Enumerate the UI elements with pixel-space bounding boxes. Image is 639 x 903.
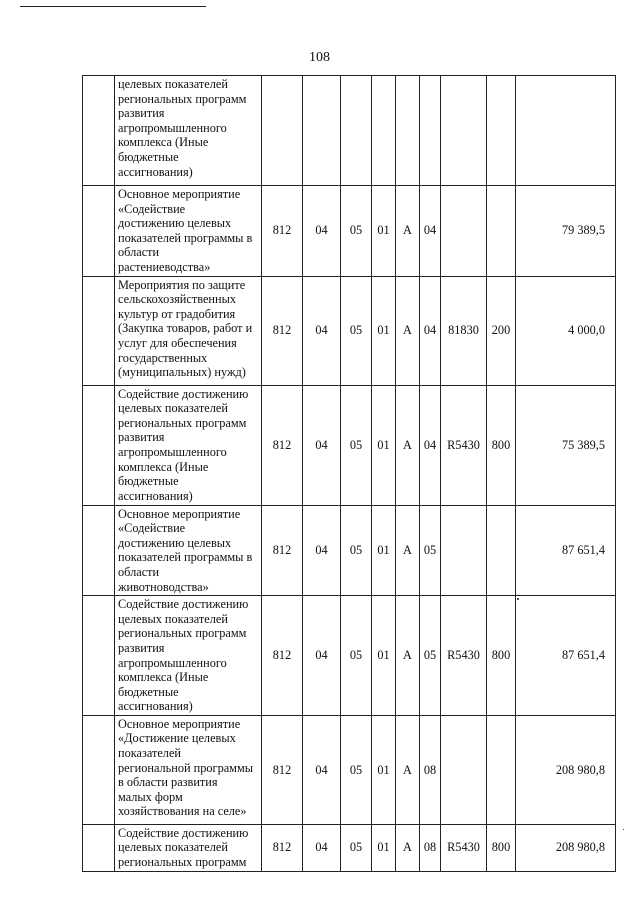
blank-cell [83,505,115,596]
section-code-cell: 04 [303,186,341,277]
subsection-code-cell: 05 [341,596,372,716]
admin-code-cell [262,76,303,186]
table-body [83,76,616,872]
amount-cell: 208 980,8 [516,824,616,871]
event-code-cell: 08 [420,824,441,871]
amount-cell [516,76,616,186]
program-code-cell: 01 [372,596,396,716]
row-name-cell: Основное мероприятие «Достижение целевых показателей региональной программы в области развития малых форм хозяйствования на селе» [115,715,262,824]
program-code-cell: 01 [372,824,396,871]
program-code-cell [372,76,396,186]
event-code-cell: 04 [420,186,441,277]
row-name-cell: Содействие достижению целевых показателей региональных программ развития агропромышленного комплекса (Иные бюджетные ассигнования) [115,385,262,505]
direction-code-cell [441,76,487,186]
amount-cell: 4 000,0 [516,276,616,385]
row-name-cell: Содействие достижению целевых показателей региональных программ развития агропромышленного комплекса (Иные бюджетные ассигнования) [115,596,262,716]
section-code-cell: 04 [303,596,341,716]
subsection-code-cell: 05 [341,186,372,277]
admin-code-cell: 812 [262,276,303,385]
row-name-cell: Основное мероприятие «Содействие достижению целевых показателей программы в области растениеводства» [115,186,262,277]
expense-type-code-cell: 200 [487,276,516,385]
direction-code-cell [441,186,487,277]
admin-code-cell: 812 [262,824,303,871]
table-row [83,186,616,277]
amount-cell: 208 980,8 [516,715,616,824]
subprogram-code-cell [396,76,420,186]
subsection-code-cell: 05 [341,276,372,385]
subsection-code-cell: 05 [341,505,372,596]
blank-cell [83,76,115,186]
section-code-cell: 04 [303,715,341,824]
subprogram-code-cell: А [396,596,420,716]
program-code-cell: 01 [372,186,396,277]
subprogram-code-cell: А [396,715,420,824]
scan-speck [517,598,519,600]
section-code-cell: 04 [303,276,341,385]
subprogram-code-cell: А [396,505,420,596]
table-row [83,505,616,596]
admin-code-cell: 812 [262,505,303,596]
event-code-cell [420,76,441,186]
subsection-code-cell: 05 [341,385,372,505]
subprogram-code-cell: А [396,824,420,871]
direction-code-cell [441,505,487,596]
expense-type-code-cell [487,186,516,277]
table-row [83,276,616,385]
blank-cell [83,715,115,824]
direction-code-cell: R5430 [441,596,487,716]
table-row [83,76,616,186]
amount-cell: 87 651,4 [516,596,616,716]
blank-cell [83,186,115,277]
section-code-cell: 04 [303,505,341,596]
admin-code-cell: 812 [262,715,303,824]
row-name-cell: Содействие достижению целевых показателей региональных программ [115,824,262,871]
expense-type-code-cell [487,505,516,596]
table-row [83,596,616,716]
table-row [83,385,616,505]
row-name-cell: Основное мероприятие «Содействие достижению целевых показателей программы в области животноводства» [115,505,262,596]
direction-code-cell: 81830 [441,276,487,385]
expense-type-code-cell [487,76,516,186]
subsection-code-cell: 05 [341,824,372,871]
table-row [83,715,616,824]
subsection-code-cell: 05 [341,715,372,824]
direction-code-cell [441,715,487,824]
subsection-code-cell [341,76,372,186]
table-row [83,824,616,871]
subprogram-code-cell: А [396,186,420,277]
program-code-cell: 01 [372,385,396,505]
section-code-cell: 04 [303,385,341,505]
admin-code-cell: 812 [262,186,303,277]
blank-cell [83,824,115,871]
amount-cell: 87 651,4 [516,505,616,596]
expense-type-code-cell: 800 [487,596,516,716]
admin-code-cell: 812 [262,596,303,716]
expense-type-code-cell [487,715,516,824]
subprogram-code-cell: А [396,276,420,385]
page-number: 108 [309,50,330,65]
program-code-cell: 01 [372,276,396,385]
header-rule [20,6,206,7]
event-code-cell: 08 [420,715,441,824]
program-code-cell: 01 [372,505,396,596]
scan-speck [623,829,624,830]
amount-cell: 75 389,5 [516,385,616,505]
section-code-cell: 04 [303,824,341,871]
blank-cell [83,276,115,385]
direction-code-cell: R5430 [441,385,487,505]
blank-cell [83,385,115,505]
blank-cell [83,596,115,716]
admin-code-cell: 812 [262,385,303,505]
event-code-cell: 04 [420,276,441,385]
expense-type-code-cell: 800 [487,385,516,505]
event-code-cell: 05 [420,505,441,596]
program-code-cell: 01 [372,715,396,824]
amount-cell: 79 389,5 [516,186,616,277]
section-code-cell [303,76,341,186]
row-name-cell: целевых показателей региональных программ развития агропромышленного комплекса (Иные бюджетные ассигнования) [115,76,262,186]
budget-table [82,75,616,872]
direction-code-cell: R5430 [441,824,487,871]
subprogram-code-cell: А [396,385,420,505]
event-code-cell: 04 [420,385,441,505]
expense-type-code-cell: 800 [487,824,516,871]
row-name-cell: Мероприятия по защите сельскохозяйственных культур от градобития (Закупка товаров, работ и услуг для обеспечения государственных (муниципальных) нужд) [115,276,262,385]
event-code-cell: 05 [420,596,441,716]
